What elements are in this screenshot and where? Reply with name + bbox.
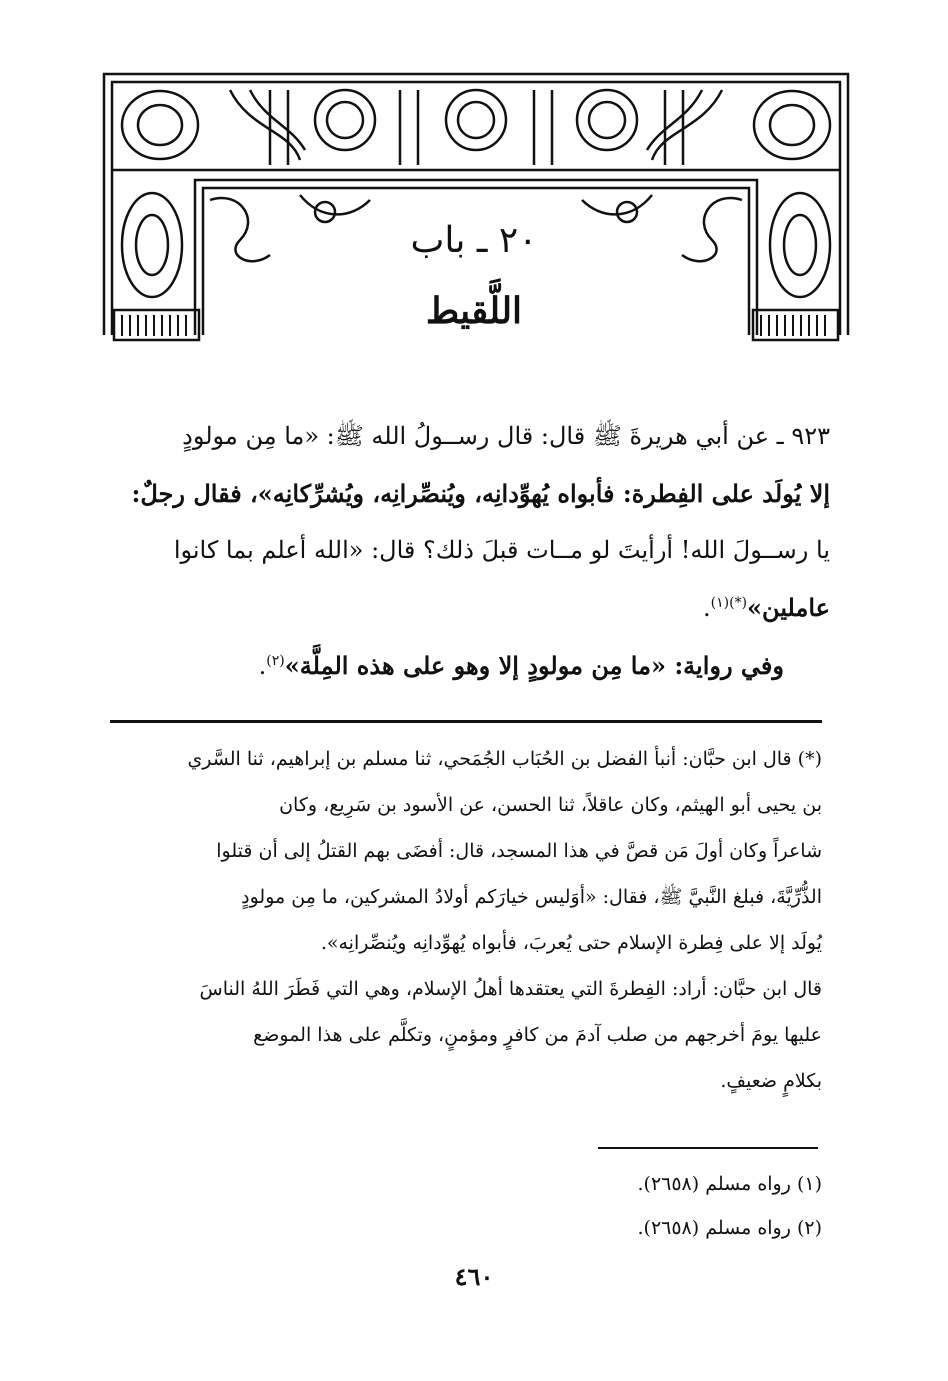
footnote-marker: (٢) (266, 653, 285, 669)
footnotes (110, 1162, 822, 1250)
commentary-line: بكلامٍ ضعيفٍ. (720, 1070, 822, 1092)
hadith-text (108, 408, 830, 695)
line-terminator: . (703, 594, 711, 622)
chapter-title: اللَّقيط (425, 290, 523, 332)
commentary-line: الذُّرِّيَّةَ، فبلغ النَّبيَّ ﷺ، فقال: «أوَليس خيارَكم أولادُ المشركين، ما مِن مولودٍ (241, 886, 822, 908)
variant-text: وفي رواية: «ما مِن مولودٍ إلا وهو على هذه المِلَّة» (284, 651, 784, 680)
hadith-line: يا رســولَ الله! أرأيتَ لو مــات قبلَ ذلك؟ قال: «الله أعلم بما كانوا (173, 536, 830, 564)
hadith-line: إلا يُولَد على الفِطرة: فأبواه يُهوِّدانِه، ويُنصِّرانِه، ويُشرِّكانِه»، فقال رجلٌ: (131, 479, 830, 508)
commentary-line: عليها يومَ أخرجهم من صلب آدمَ من كافرٍ ومؤمنٍ، وتكلَّم على هذا الموضع (253, 1024, 822, 1046)
footnote-divider (598, 1147, 818, 1149)
variant-narration (108, 637, 830, 695)
commentary-note (110, 736, 822, 1104)
commentary-line: قال ابن حبَّان: أراد: الفِطرةَ التي يعتقدها أهلُ الإسلام، وهي التي فَطَرَ اللهُ الناسَ (199, 978, 822, 1000)
commentary-line: (*) قال ابن حبَّان: أنبأ الفضل بن الحُبَاب الجُمَحي، ثنا مسلم بن إبراهيم، ثنا السَّري (187, 748, 822, 770)
hadith-line (108, 579, 830, 637)
chapter-number-label: ٢٠ ـ باب (410, 220, 538, 261)
footnote-marker: (*)(١) (710, 595, 748, 611)
line-terminator: . (258, 652, 267, 680)
section-divider (110, 720, 822, 723)
footnote-item: (٢) رواه مسلم (٢٦٥٨). (637, 1217, 822, 1239)
page-number: ٤٦٠ (454, 1262, 494, 1291)
commentary-line: يُولَد إلا على فِطرة الإسلام حتى يُعربَ، فأبواه يُهوِّدانِه ويُنصِّرانِه». (320, 932, 822, 954)
footnote-item: (١) رواه مسلم (٢٦٥٨). (637, 1173, 822, 1195)
commentary-line: شاعراً وكان أولَ مَن قصَّ في هذا المسجد، قال: أفضَى بهم القتلُ إلى أن قتلوا (216, 840, 822, 862)
commentary-line: بن يحيى أبو الهيثم، وكان عاقلاً، ثنا الحسن، عن الأسود بن سَرِيع، وكان (279, 794, 822, 816)
hadith-quote-end: عاملين» (747, 593, 830, 622)
hadith-line: ٩٢٣ ـ عن أبي هريرةَ ﷺ قال: قال رســولُ الله ﷺ: «ما مِن مولودٍ (182, 422, 830, 450)
